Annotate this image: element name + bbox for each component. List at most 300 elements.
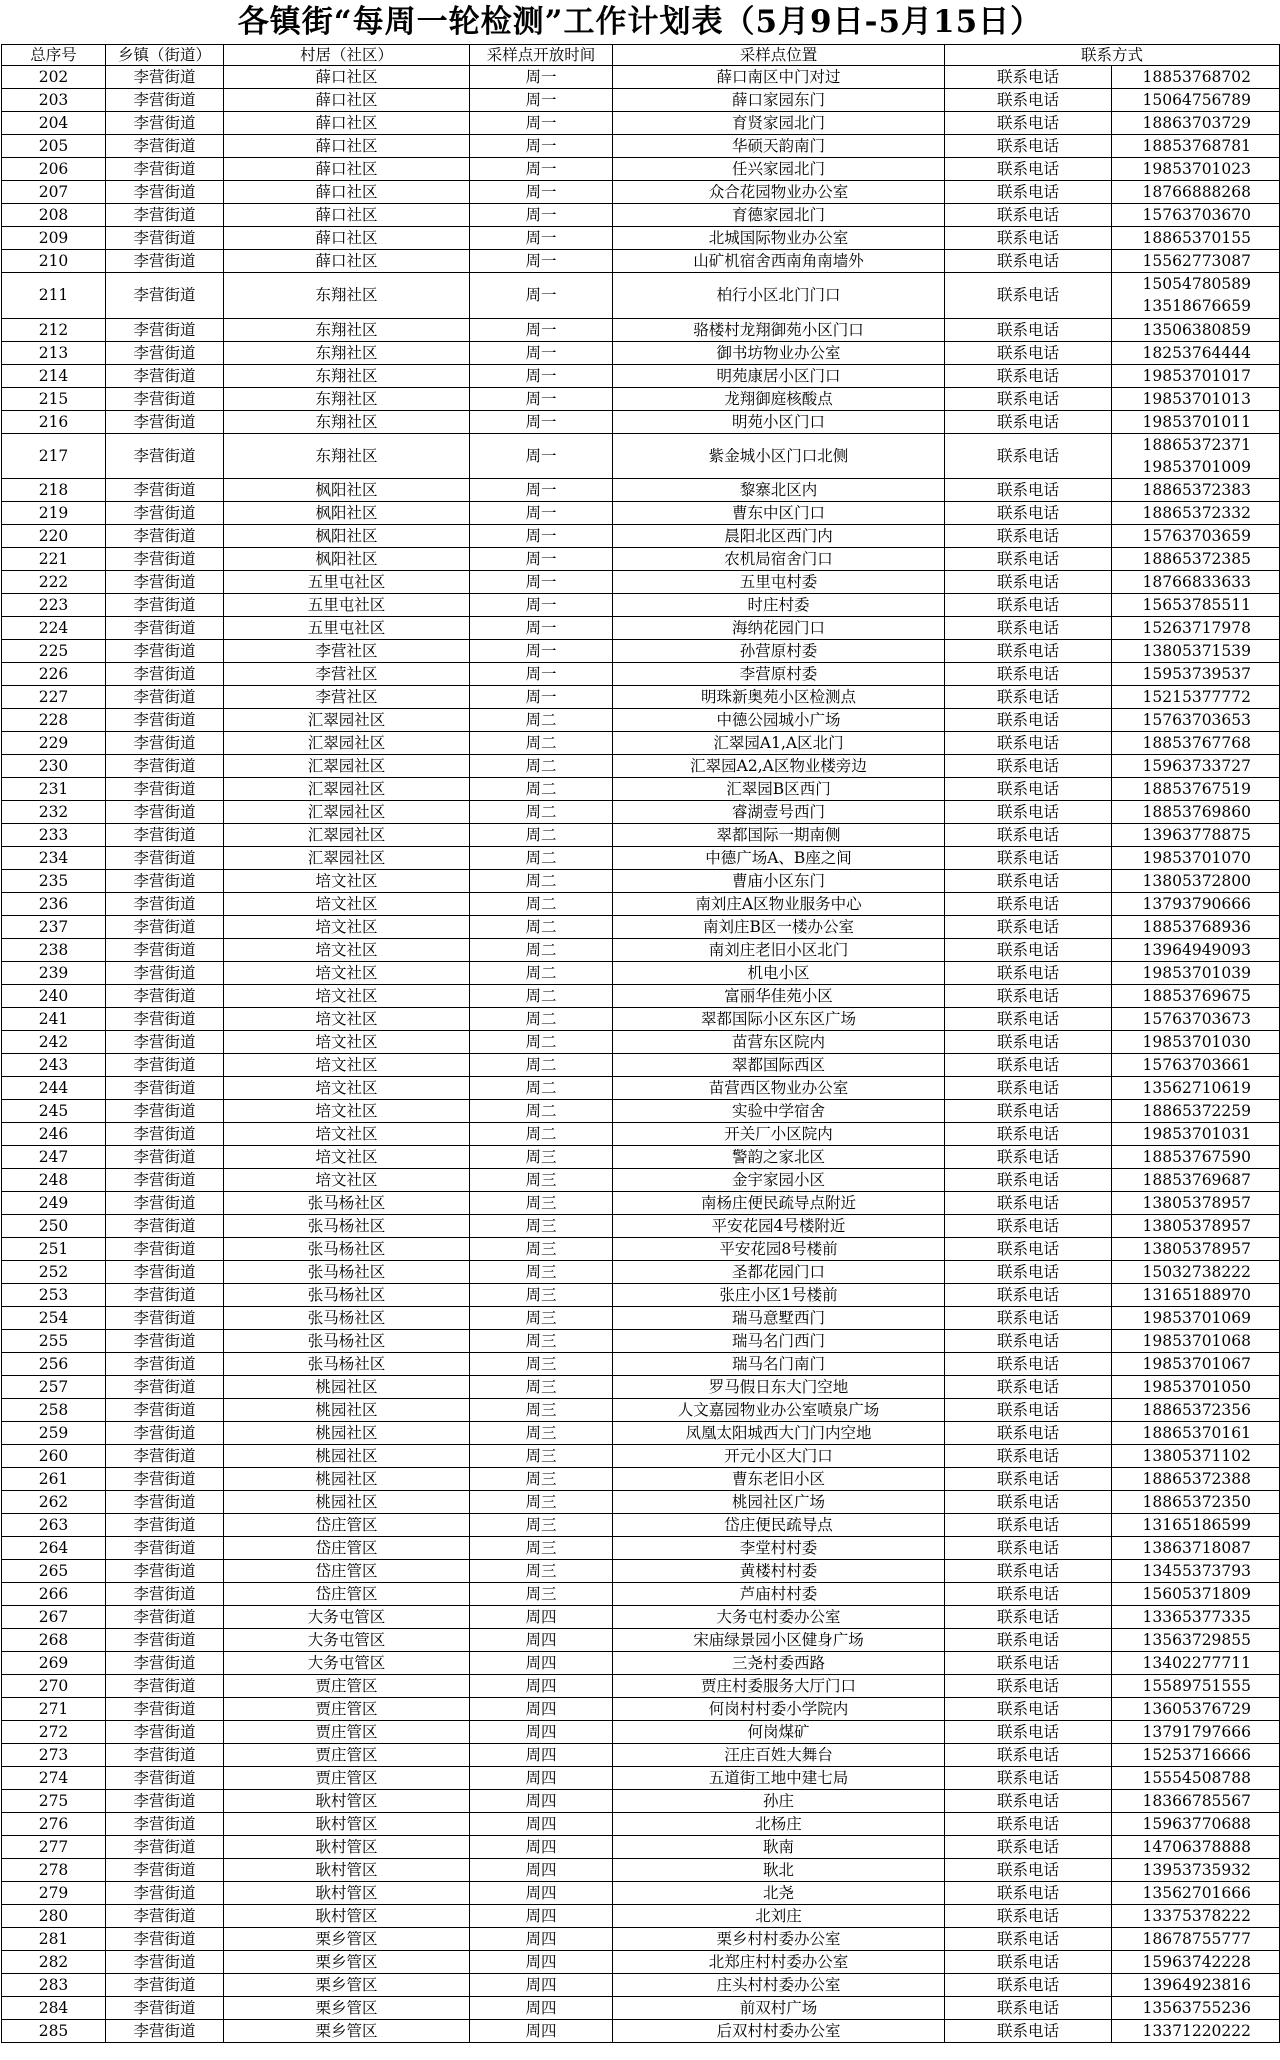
phone-number: 13563755236 [1142, 1999, 1252, 2018]
phone-cell [1112, 410, 1280, 433]
phone-number: 13964923816 [1142, 1976, 1252, 1995]
town-cell: 李营街道 [106, 1491, 224, 1514]
community-cell: 培文社区 [224, 1054, 470, 1077]
contact-label-cell: 联系电话 [945, 1077, 1112, 1100]
contact-label-cell: 联系电话 [945, 364, 1112, 387]
time-cell: 周四 [470, 1606, 613, 1629]
index-cell: 221 [2, 548, 106, 571]
contact-label-cell: 联系电话 [945, 158, 1112, 181]
town-cell: 李营街道 [106, 686, 224, 709]
phone-number: 13605376729 [1142, 1700, 1252, 1719]
index-cell: 243 [2, 1054, 106, 1077]
time-cell: 周四 [470, 1675, 613, 1698]
index-cell: 235 [2, 870, 106, 893]
time-cell: 周四 [470, 1721, 613, 1744]
contact-label-cell: 联系电话 [945, 1399, 1112, 1422]
town-cell: 李营街道 [106, 571, 224, 594]
index-cell: 271 [2, 1698, 106, 1721]
community-cell: 张马杨社区 [224, 1330, 470, 1353]
town-cell: 李营街道 [106, 1790, 224, 1813]
phone-number: 15215377772 [1142, 688, 1252, 707]
town-cell: 李营街道 [106, 1583, 224, 1606]
table-row [2, 985, 1280, 1008]
page-title: 各镇街“每周一轮检测”工作计划表（5月9日-5月15日） [237, 4, 1043, 40]
phone-cell [1112, 1721, 1280, 1744]
phone-cell [1112, 66, 1280, 89]
table-row [2, 410, 1280, 433]
phone-cell [1112, 847, 1280, 870]
phone-number: 13365377335 [1142, 1608, 1252, 1627]
index-cell: 256 [2, 1353, 106, 1376]
phone-number: 15562773087 [1142, 252, 1252, 270]
time-cell: 周二 [470, 985, 613, 1008]
location-cell: 苗营西区物业办公室 [613, 1077, 945, 1100]
phone-number: 15653785511 [1142, 596, 1252, 615]
time-cell: 周二 [470, 939, 613, 962]
town-cell: 李营街道 [106, 341, 224, 364]
time-cell: 周四 [470, 1813, 613, 1836]
time-cell: 周三 [470, 1399, 613, 1422]
community-cell: 汇翠园社区 [224, 824, 470, 847]
table-row [2, 1859, 1280, 1882]
location-cell: 翠都国际西区 [613, 1054, 945, 1077]
phone-cell [1112, 962, 1280, 985]
time-cell: 周二 [470, 1008, 613, 1031]
town-cell: 李营街道 [106, 801, 224, 824]
time-cell: 周二 [470, 1123, 613, 1146]
table-row [2, 824, 1280, 847]
community-cell: 东翔社区 [224, 410, 470, 433]
time-cell: 周三 [470, 1560, 613, 1583]
index-cell: 249 [2, 1192, 106, 1215]
index-cell: 226 [2, 663, 106, 686]
phone-cell [1112, 1882, 1280, 1905]
community-cell: 李营社区 [224, 663, 470, 686]
community-cell: 汇翠园社区 [224, 778, 470, 801]
contact-label-cell: 联系电话 [945, 341, 1112, 364]
community-cell: 薛口社区 [224, 250, 470, 273]
time-cell: 周三 [470, 1215, 613, 1238]
contact-label-cell: 联系电话 [945, 1537, 1112, 1560]
time-cell: 周三 [470, 1238, 613, 1261]
contact-label-cell: 联系电话 [945, 1629, 1112, 1652]
location-cell: 圣都花园门口 [613, 1261, 945, 1284]
phone-number: 15953739537 [1142, 665, 1252, 684]
town-cell: 李营街道 [106, 433, 224, 479]
community-cell: 张马杨社区 [224, 1192, 470, 1215]
index-cell: 262 [2, 1491, 106, 1514]
location-cell: 南刘庄B区一楼办公室 [613, 916, 945, 939]
location-cell: 众合花园物业办公室 [613, 181, 945, 204]
time-cell: 周二 [470, 870, 613, 893]
location-cell: 栗乡村村委办公室 [613, 1928, 945, 1951]
phone-number: 19853701013 [1142, 389, 1252, 408]
phone-cell [1112, 502, 1280, 525]
phone-number: 15253716666 [1142, 1746, 1252, 1765]
community-cell: 李营社区 [224, 686, 470, 709]
table-row [2, 1813, 1280, 1836]
contact-label-cell: 联系电话 [945, 387, 1112, 410]
phone-number: 13793790666 [1142, 895, 1252, 914]
contact-label-cell: 联系电话 [945, 1974, 1112, 1997]
community-cell: 薛口社区 [224, 135, 470, 158]
phone-number: 13791797666 [1142, 1723, 1252, 1742]
table-row [2, 1537, 1280, 1560]
phone-cell [1112, 1399, 1280, 1422]
town-cell: 李营街道 [106, 1330, 224, 1353]
location-cell: 人文嘉园物业办公室喷泉广场 [613, 1399, 945, 1422]
time-cell: 周四 [470, 1629, 613, 1652]
contact-label-cell: 联系电话 [945, 1445, 1112, 1468]
phone-cell [1112, 1675, 1280, 1698]
phone-cell [1112, 158, 1280, 181]
phone-number: 18865372388 [1142, 1470, 1252, 1489]
location-cell: 警韵之家北区 [613, 1146, 945, 1169]
phone-cell [1112, 1951, 1280, 1974]
table-row [2, 502, 1280, 525]
index-cell: 229 [2, 732, 106, 755]
table-row [2, 204, 1280, 227]
location-cell: 前双村广场 [613, 1997, 945, 2020]
contact-label-cell: 联系电话 [945, 1905, 1112, 1928]
table-row [2, 525, 1280, 548]
town-cell: 李营街道 [106, 1859, 224, 1882]
contact-label-cell: 联系电话 [945, 273, 1112, 319]
community-cell: 东翔社区 [224, 318, 470, 341]
index-cell: 247 [2, 1146, 106, 1169]
contact-label-cell: 联系电话 [945, 1767, 1112, 1790]
location-cell: 汪庄百姓大舞台 [613, 1744, 945, 1767]
phone-cell [1112, 893, 1280, 916]
location-cell: 何岗煤矿 [613, 1721, 945, 1744]
location-cell: 苗营东区院内 [613, 1031, 945, 1054]
location-cell: 中德公园城小广场 [613, 709, 945, 732]
phone-cell [1112, 1261, 1280, 1284]
phone-number: 13402277711 [1142, 1654, 1252, 1673]
phone-number: 18865372385 [1142, 550, 1252, 569]
table-row [2, 1261, 1280, 1284]
phone-cell [1112, 1698, 1280, 1721]
time-cell: 周四 [470, 1905, 613, 1928]
phone-cell [1112, 387, 1280, 410]
table-row [2, 617, 1280, 640]
community-cell: 薛口社区 [224, 181, 470, 204]
town-cell: 李营街道 [106, 1744, 224, 1767]
index-cell: 237 [2, 916, 106, 939]
table-row [2, 1721, 1280, 1744]
community-cell: 桃园社区 [224, 1422, 470, 1445]
location-cell: 南杨庄便民疏导点附近 [613, 1192, 945, 1215]
table-row [2, 1054, 1280, 1077]
time-cell: 周四 [470, 1836, 613, 1859]
town-cell: 李营街道 [106, 1422, 224, 1445]
index-cell: 233 [2, 824, 106, 847]
contact-label-cell: 联系电话 [945, 1330, 1112, 1353]
town-cell: 李营街道 [106, 1905, 224, 1928]
phone-number: 19853701023 [1142, 160, 1252, 178]
table-row [2, 1882, 1280, 1905]
phone-number: 18865372350 [1142, 1493, 1252, 1512]
table-row [2, 1146, 1280, 1169]
community-cell: 汇翠园社区 [224, 801, 470, 824]
town-cell: 李营街道 [106, 755, 224, 778]
time-cell: 周三 [470, 1330, 613, 1353]
community-cell: 张马杨社区 [224, 1307, 470, 1330]
index-cell: 203 [2, 89, 106, 112]
community-cell: 岱庄管区 [224, 1560, 470, 1583]
table-row [2, 1560, 1280, 1583]
time-cell: 周一 [470, 571, 613, 594]
town-cell: 李营街道 [106, 1997, 224, 2020]
table-row [2, 181, 1280, 204]
contact-label-cell: 联系电话 [945, 686, 1112, 709]
index-cell: 259 [2, 1422, 106, 1445]
location-cell: 明苑康居小区门口 [613, 364, 945, 387]
phone-number: 13165186599 [1142, 1516, 1252, 1535]
table-row [2, 158, 1280, 181]
contact-label-cell: 联系电话 [945, 112, 1112, 135]
index-cell: 252 [2, 1261, 106, 1284]
town-cell: 李营街道 [106, 318, 224, 341]
table-row [2, 594, 1280, 617]
phone-cell [1112, 1652, 1280, 1675]
table-row [2, 1744, 1280, 1767]
town-cell: 李营街道 [106, 1537, 224, 1560]
table-row [2, 686, 1280, 709]
location-cell: 海纳花园门口 [613, 617, 945, 640]
community-cell: 栗乡管区 [224, 2020, 470, 2043]
index-cell: 234 [2, 847, 106, 870]
community-cell: 张马杨社区 [224, 1284, 470, 1307]
phone-cell [1112, 939, 1280, 962]
time-cell: 周四 [470, 1928, 613, 1951]
table-row [2, 1077, 1280, 1100]
index-cell: 284 [2, 1997, 106, 2020]
location-cell: 孙庄 [613, 1790, 945, 1813]
phone-cell [1112, 1560, 1280, 1583]
community-cell: 培文社区 [224, 870, 470, 893]
town-cell: 李营街道 [106, 732, 224, 755]
contact-label-cell: 联系电话 [945, 1284, 1112, 1307]
contact-label-cell: 联系电话 [945, 847, 1112, 870]
phone-number: 19853701069 [1142, 1309, 1252, 1328]
index-cell: 270 [2, 1675, 106, 1698]
contact-label-cell: 联系电话 [945, 502, 1112, 525]
index-cell: 269 [2, 1652, 106, 1675]
phone-number: 18865370161 [1142, 1424, 1252, 1443]
community-cell: 培文社区 [224, 1169, 470, 1192]
community-cell: 李营社区 [224, 640, 470, 663]
time-cell: 周三 [470, 1422, 613, 1445]
index-cell: 285 [2, 2020, 106, 2043]
location-cell: 耿北 [613, 1859, 945, 1882]
location-cell: 骆楼村龙翔御苑小区门口 [613, 318, 945, 341]
table-row [2, 479, 1280, 502]
location-cell: 时庄村委 [613, 594, 945, 617]
town-cell: 李营街道 [106, 893, 224, 916]
contact-label-cell: 联系电话 [945, 962, 1112, 985]
index-cell: 236 [2, 893, 106, 916]
phone-number: 18253764444 [1142, 343, 1252, 362]
phone-cell [1112, 1353, 1280, 1376]
phone-cell [1112, 1629, 1280, 1652]
index-cell: 232 [2, 801, 106, 824]
phone-number: 18853767590 [1142, 1148, 1252, 1167]
phone-number: 13518676659 [1142, 297, 1252, 316]
index-cell: 279 [2, 1882, 106, 1905]
community-cell: 桃园社区 [224, 1468, 470, 1491]
table-row [2, 1284, 1280, 1307]
community-cell: 薛口社区 [224, 158, 470, 181]
contact-label-cell: 联系电话 [945, 1192, 1112, 1215]
header-community: 村居（社区） [224, 45, 470, 66]
time-cell: 周二 [470, 1077, 613, 1100]
location-cell: 曹东老旧小区 [613, 1468, 945, 1491]
phone-number: 13963778875 [1142, 826, 1252, 845]
time-cell: 周三 [470, 1353, 613, 1376]
table-row [2, 1353, 1280, 1376]
phone-cell [1112, 1330, 1280, 1353]
contact-label-cell: 联系电话 [945, 1698, 1112, 1721]
town-cell: 李营街道 [106, 2020, 224, 2043]
time-cell: 周四 [470, 1744, 613, 1767]
community-cell: 薛口社区 [224, 204, 470, 227]
index-cell: 218 [2, 479, 106, 502]
time-cell: 周二 [470, 1031, 613, 1054]
phone-cell [1112, 1284, 1280, 1307]
town-cell: 李营街道 [106, 1468, 224, 1491]
location-cell: 宋庙绿景园小区健身广场 [613, 1629, 945, 1652]
phone-number: 18853768936 [1142, 918, 1252, 937]
town-cell: 李营街道 [106, 617, 224, 640]
town-cell: 李营街道 [106, 181, 224, 204]
location-cell: 桃园社区广场 [613, 1491, 945, 1514]
town-cell: 李营街道 [106, 1928, 224, 1951]
town-cell: 李营街道 [106, 364, 224, 387]
community-cell: 培文社区 [224, 1123, 470, 1146]
contact-label-cell: 联系电话 [945, 1422, 1112, 1445]
time-cell: 周三 [470, 1491, 613, 1514]
table-row [2, 1307, 1280, 1330]
community-cell: 培文社区 [224, 1077, 470, 1100]
community-cell: 东翔社区 [224, 364, 470, 387]
phone-cell [1112, 1422, 1280, 1445]
location-cell: 育贤家园北门 [613, 112, 945, 135]
time-cell: 周一 [470, 318, 613, 341]
table-row [2, 227, 1280, 250]
phone-number: 19853701011 [1142, 412, 1252, 431]
index-cell: 207 [2, 181, 106, 204]
town-cell: 李营街道 [106, 870, 224, 893]
index-cell: 246 [2, 1123, 106, 1146]
phone-number: 18853769860 [1142, 803, 1252, 822]
town-cell: 李营街道 [106, 1307, 224, 1330]
location-cell: 明珠新奥苑小区检测点 [613, 686, 945, 709]
town-cell: 李营街道 [106, 1169, 224, 1192]
contact-label-cell: 联系电话 [945, 1491, 1112, 1514]
location-cell: 瑞马意墅西门 [613, 1307, 945, 1330]
phone-cell [1112, 1468, 1280, 1491]
phone-cell [1112, 1238, 1280, 1261]
index-cell: 238 [2, 939, 106, 962]
time-cell: 周一 [470, 686, 613, 709]
phone-cell [1112, 1767, 1280, 1790]
phone-number: 18853767519 [1142, 780, 1252, 799]
town-cell: 李营街道 [106, 204, 224, 227]
contact-label-cell: 联系电话 [945, 1054, 1112, 1077]
index-cell: 263 [2, 1514, 106, 1537]
contact-label-cell: 联系电话 [945, 1721, 1112, 1744]
contact-label-cell: 联系电话 [945, 594, 1112, 617]
town-cell: 李营街道 [106, 778, 224, 801]
contact-label-cell: 联系电话 [945, 1261, 1112, 1284]
time-cell: 周一 [470, 617, 613, 640]
table-row [2, 709, 1280, 732]
time-cell: 周三 [470, 1169, 613, 1192]
town-cell: 李营街道 [106, 250, 224, 273]
phone-number: 18865372383 [1142, 481, 1252, 500]
phone-cell [1112, 135, 1280, 158]
phone-number: 15763703673 [1142, 1010, 1252, 1029]
town-cell: 李营街道 [106, 1767, 224, 1790]
phone-cell [1112, 2020, 1280, 2043]
phone-number: 19853701039 [1142, 964, 1252, 983]
community-cell: 栗乡管区 [224, 1997, 470, 2020]
table-row [2, 318, 1280, 341]
phone-cell [1112, 732, 1280, 755]
contact-label-cell: 联系电话 [945, 318, 1112, 341]
community-cell: 耿村管区 [224, 1836, 470, 1859]
phone-cell [1112, 778, 1280, 801]
phone-number: 13805371539 [1142, 642, 1252, 661]
phone-cell [1112, 571, 1280, 594]
location-cell: 汇翠园A2,A区物业楼旁边 [613, 755, 945, 778]
index-cell: 215 [2, 387, 106, 410]
phone-cell [1112, 1744, 1280, 1767]
location-cell: 北尧 [613, 1882, 945, 1905]
phone-cell [1112, 870, 1280, 893]
location-cell: 南刘庄老旧小区北门 [613, 939, 945, 962]
phone-cell [1112, 273, 1280, 319]
index-cell: 223 [2, 594, 106, 617]
index-cell: 254 [2, 1307, 106, 1330]
community-cell: 培文社区 [224, 893, 470, 916]
location-cell: 黎寨北区内 [613, 479, 945, 502]
phone-cell [1112, 801, 1280, 824]
location-cell: 富丽华佳苑小区 [613, 985, 945, 1008]
index-cell: 214 [2, 364, 106, 387]
phone-cell [1112, 525, 1280, 548]
time-cell: 周三 [470, 1284, 613, 1307]
community-cell: 薛口社区 [224, 112, 470, 135]
town-cell: 李营街道 [106, 640, 224, 663]
phone-number: 13375378222 [1142, 1907, 1252, 1926]
phone-cell [1112, 824, 1280, 847]
table-row [2, 732, 1280, 755]
location-cell: 明苑小区门口 [613, 410, 945, 433]
location-cell: 实验中学宿舍 [613, 1100, 945, 1123]
phone-cell [1112, 204, 1280, 227]
time-cell: 周一 [470, 640, 613, 663]
town-cell: 李营街道 [106, 1813, 224, 1836]
phone-cell [1112, 1008, 1280, 1031]
index-cell: 261 [2, 1468, 106, 1491]
location-cell: 平安花园4号楼附近 [613, 1215, 945, 1238]
phone-number: 19853701031 [1142, 1125, 1252, 1144]
table-row [2, 273, 1280, 319]
location-cell: 瑞马名门南门 [613, 1353, 945, 1376]
index-cell: 242 [2, 1031, 106, 1054]
